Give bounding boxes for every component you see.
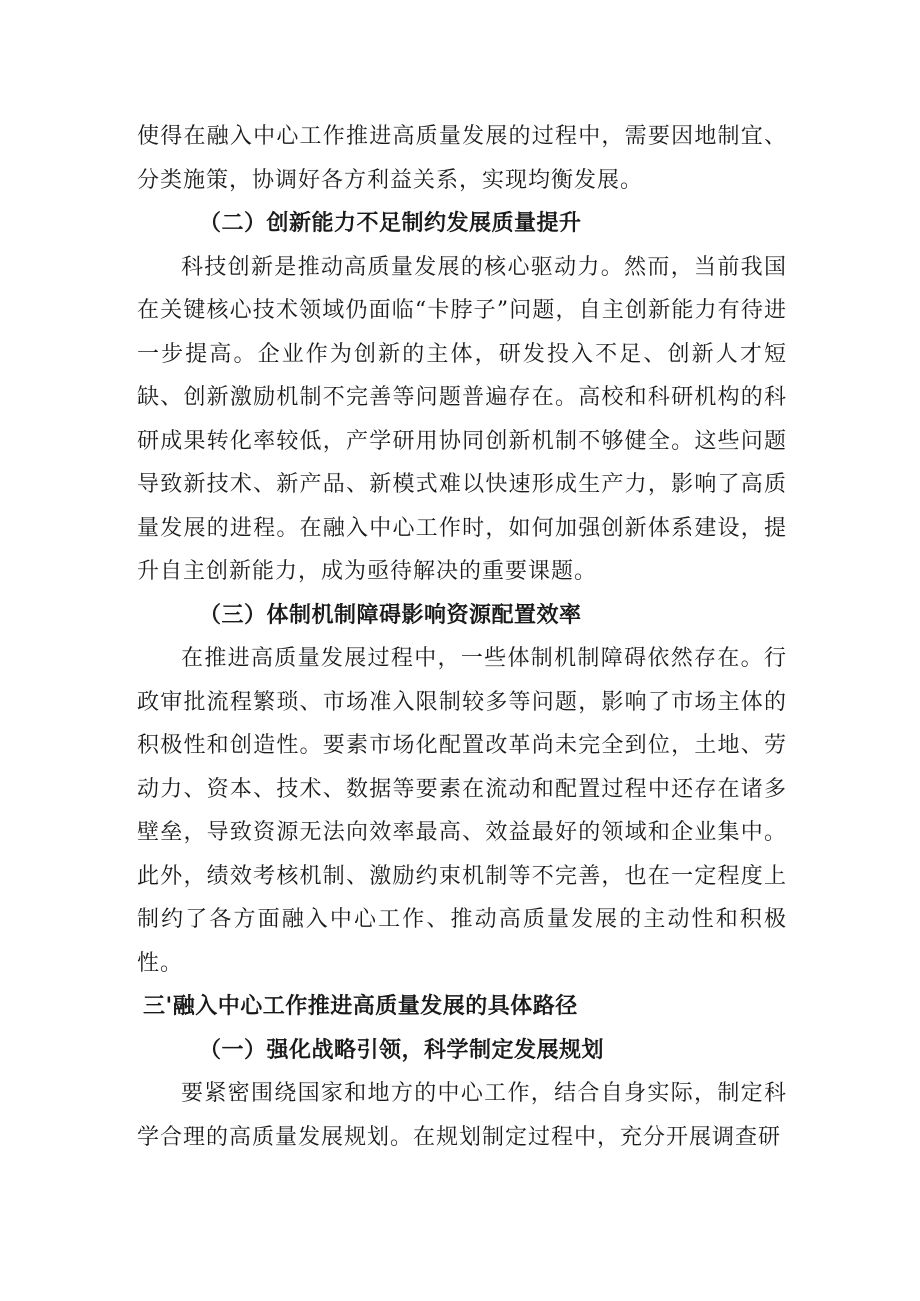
paragraph-innovation: 科技创新是推动高质量发展的核心驱动力。然而，当前我国在关键核心技术领域仍面临“卡脖子”问题，自主创新能力有待进一步提高。企业作为创新的主体，研发投入不足、创新人才短缺、创新激励机制不完善等问题普遍存在。高校和科研机构的科研成果转化率较低，产学研用协同创新机制不够健全。这些问题导致新技术、新产品、新模式难以快速形成生产力，影响了高质量发展的进程。在融入中心工作时，如何加强创新体系建设，提升自主创新能力，成为亟待解决的重要课题。: [137, 254, 787, 584]
section-heading-paths: 三'融入中心工作推进高质量发展的具体路径: [143, 994, 578, 1019]
paragraph-institutions: 在推进高质量发展过程中，一些体制机制障碍依然存在。行政审批流程繁琐、市场准入限制较多等问题，影响了市场主体的积极性和创造性。要素市场化配置改革尚未完全到位，土地、劳动力、资本、技术、数据等要素在流动和配置过程中还存在诸多壁垒，导致资源无法向效率最高、效益最好的领域和企业集中。此外，绩效考核机制、激励约束机制等不完善，也在一定程度上制约了各方面融入中心工作、推动高质量发展的主动性和积极性。: [137, 646, 787, 976]
document-body: [137, 115, 787, 1159]
paragraph-strategy: 要紧密围绕国家和地方的中心工作，结合自身实际，制定科学合理的高质量发展规划。在规划制定过程中，充分开展调查研: [137, 1081, 787, 1150]
subheading-strategy: （一）强化战略引领，科学制定发展规划: [199, 1037, 605, 1063]
subheading-innovation: （二）创新能力不足制约发展质量提升: [199, 211, 582, 236]
paragraph-continuation: 使得在融入中心工作推进高质量发展的过程中，需要因地制宜、分类施策，协调好各方利益关系，实现均衡发展。: [137, 124, 787, 193]
subheading-institutions: （三）体制机制障碍影响资源配置效率: [199, 602, 582, 628]
